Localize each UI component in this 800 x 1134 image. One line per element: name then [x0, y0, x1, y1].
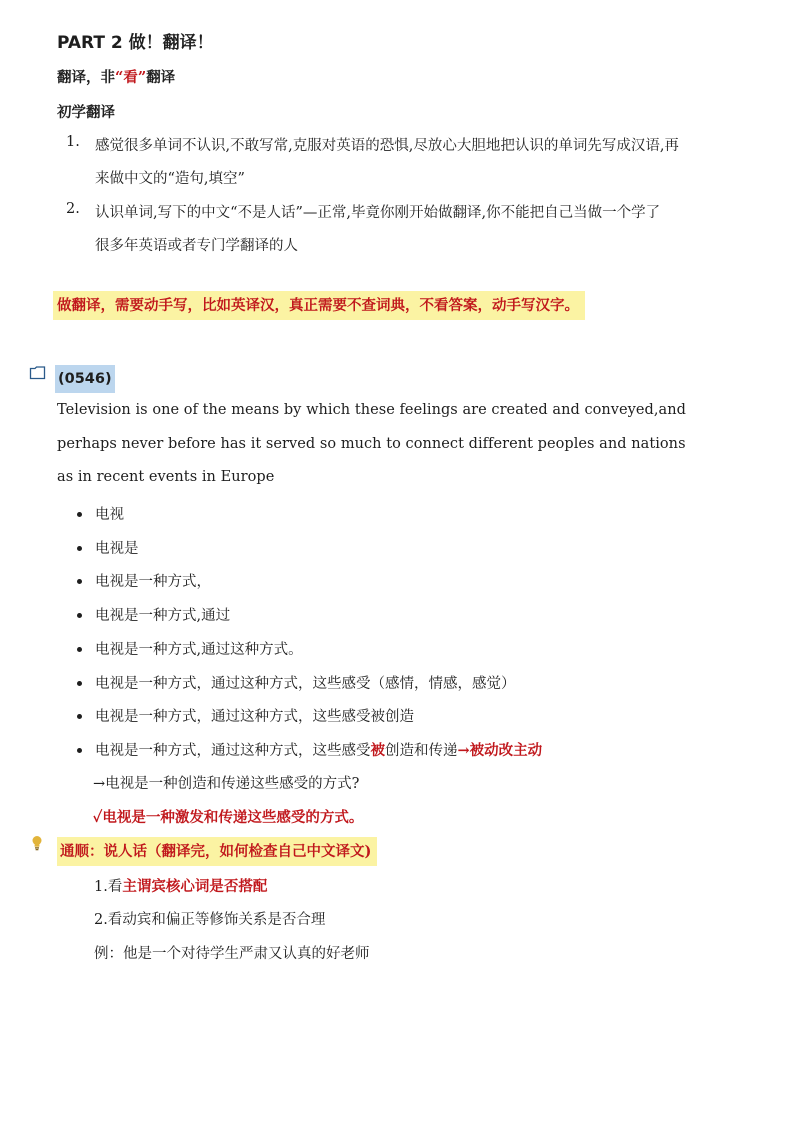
list-text-line1: 认识单词,写下的中文“不是人话”—正常,毕竟你刚开始做翻译,你不能把自己当做一个学了: [95, 205, 661, 221]
tip-label: 通顺：: [60, 843, 104, 860]
subtitle-part2: 翻译: [146, 69, 176, 86]
tip-highlight: [57, 840, 377, 861]
bullet-item: 电视是一种方式,通过这种方式。: [95, 642, 303, 658]
page-title: PART 2 做！翻译！: [57, 33, 214, 53]
bullet-dot: [77, 613, 82, 618]
tip-text-wrap: [57, 837, 377, 866]
code-tag-wrapper: [55, 368, 115, 387]
bullet-dot: [77, 748, 82, 753]
bullet-item: 电视是一种方式,通过: [95, 608, 231, 624]
subtitle: [57, 66, 175, 87]
tip-item-1-red: 主谓宾核心词是否搭配: [122, 878, 268, 895]
bullet-dot: [77, 512, 82, 517]
bullet-last-c: 创造和传递: [385, 743, 458, 759]
tip-item-1: [94, 875, 267, 896]
bullet-item: 电视是一种方式，通过这种方式，这些感受（感情，情感，感觉）: [95, 676, 516, 692]
bullet-item: 电视是一种方式，通过这种方式，这些感受被创造: [95, 709, 414, 725]
section-heading: 初学翻译: [57, 104, 115, 121]
tip-item-3: 例：他是一个对待学生严肃又认真的好老师: [94, 946, 370, 962]
callout-text: 做翻译，需要动手写，比如英译汉，真正需要不查词典，不看答案，动手写汉字。: [53, 291, 585, 320]
code-tag: (0546): [55, 365, 115, 393]
document-icon[interactable]: [29, 366, 46, 380]
bullet-item: 电视: [95, 507, 124, 523]
bullet-last-d: →被动改主动: [457, 742, 543, 759]
bullet-dot: [77, 546, 82, 551]
list-number: 2.: [66, 201, 80, 217]
lightbulb-icon: [31, 835, 43, 851]
bullet-dot: [77, 647, 82, 652]
subtitle-part1: 翻译，非: [57, 69, 115, 86]
list-text-line2: 很多年英语或者专门学翻译的人: [95, 238, 298, 254]
arrow-line: →电视是一种创造和传递这些感受的方式?: [93, 776, 360, 792]
list-number: 1.: [66, 134, 80, 150]
bullet-last-a: 电视是一种方式，通过这种方式，这些感受: [95, 743, 371, 759]
tip-item-2: 2.看动宾和偏正等修饰关系是否合理: [94, 912, 326, 928]
tip-text: 说人话（翻译完，如何检查自己中文译文): [103, 843, 372, 860]
english-line-3: as in recent events in Europe: [57, 469, 275, 485]
bullet-dot: [77, 579, 82, 584]
bullet-dot: [77, 714, 82, 719]
bullet-item-last: [95, 739, 542, 760]
bullet-last-b: 被: [370, 742, 385, 759]
tip-item-1-prefix: 1.看: [94, 879, 123, 895]
subtitle-highlight: “看”: [115, 69, 147, 86]
callout-highlight: [53, 294, 585, 315]
list-text-line1: 感觉很多单词不认识,不敢写常,克服对英语的恐惧,尽放心大胆地把认识的单词先写成汉语,再: [95, 138, 679, 154]
bullet-item: 电视是: [95, 541, 139, 557]
english-line-2: perhaps never before has it served so much to connect different peoples and nations: [57, 436, 686, 452]
list-text-line2: 来做中文的“造句,填空”: [95, 171, 245, 187]
english-line-1: Television is one of the means by which these feelings are created and conveyed,and: [57, 402, 686, 418]
bullet-dot: [77, 681, 82, 686]
check-line: ✓电视是一种激发和传递这些感受的方式。: [93, 809, 364, 826]
bullet-item: 电视是一种方式，: [95, 574, 211, 590]
